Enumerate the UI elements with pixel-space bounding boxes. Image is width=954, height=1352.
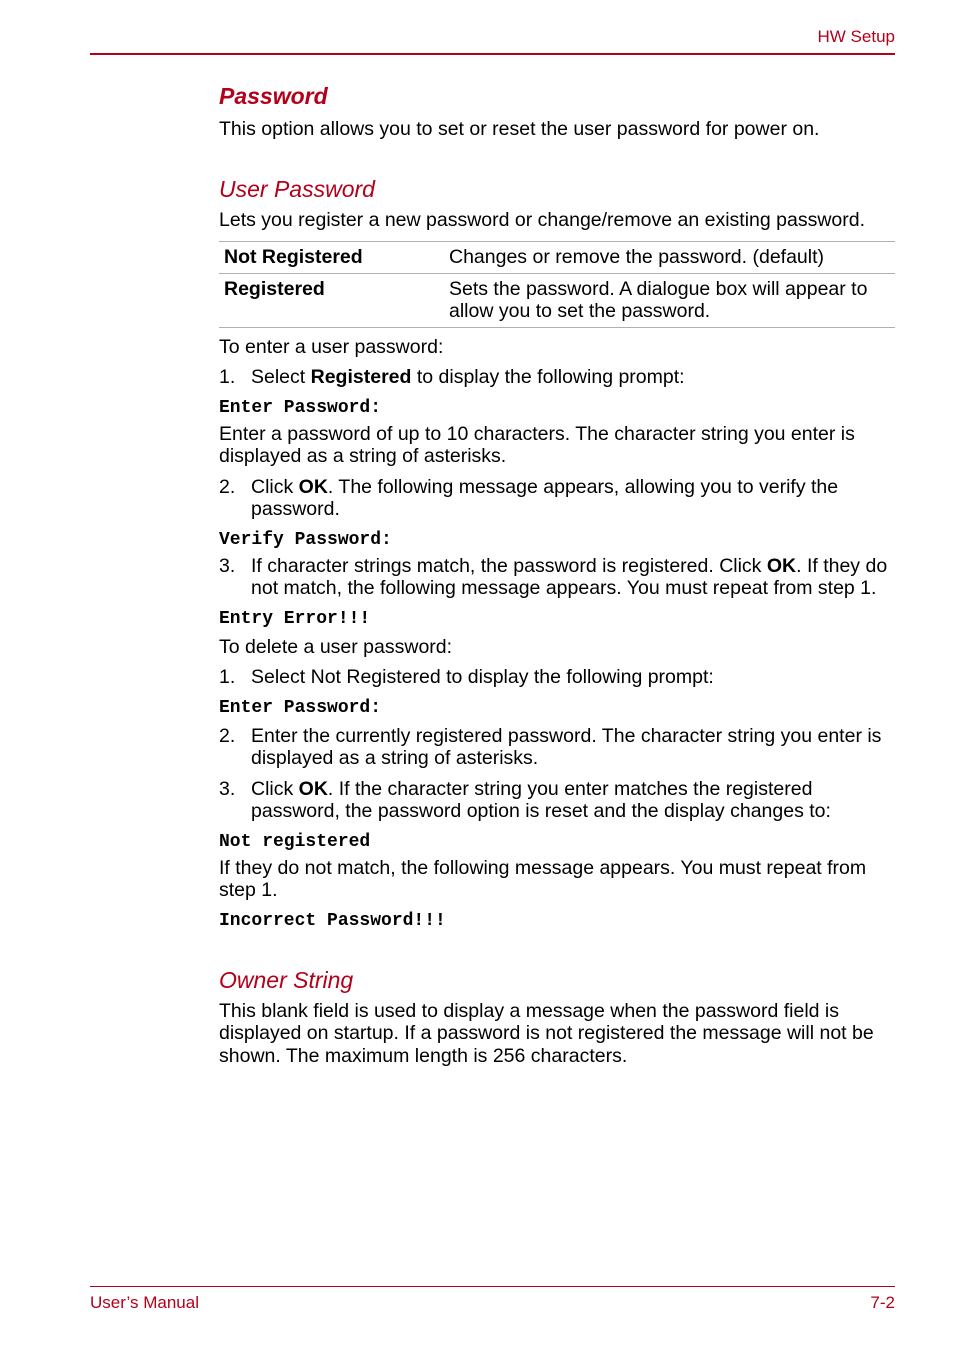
subsection-title-user-password: User Password [219, 175, 375, 202]
page-content [219, 82, 895, 1067]
step-bold: OK [298, 475, 328, 498]
table-row [219, 242, 895, 274]
user-password-intro: Lets you register a new password or change/remove an existing password. [219, 208, 866, 231]
step-bold: Registered [310, 366, 412, 388]
options-table [219, 241, 895, 328]
delete-password-intro: To delete a user password: [219, 635, 453, 658]
running-header: HW Setup [817, 27, 895, 46]
page-number: 7-2 [870, 1293, 895, 1312]
subsection-title-owner-string: Owner String [219, 966, 354, 993]
prompt-code: Incorrect Password!!! [219, 910, 446, 931]
prompt-code: Enter Password: [219, 397, 382, 418]
delete-paragraph: If they do not match, the following message appears. You must repeat from step 1. [219, 856, 867, 901]
prompt-code: Verify Password: [219, 529, 392, 550]
step-text: Click [251, 777, 299, 800]
enter-step-2 [219, 476, 895, 521]
footer-rule [90, 1286, 895, 1287]
step-text: . If the character string you enter matches the registered password, the password option is reset and the display changes to: [251, 777, 831, 822]
owner-string-body: This blank field is used to display a message when the password field is displayed on startup. If a password is not registered the message will not be shown. The maximum length is 256 characters. [219, 999, 874, 1067]
step-number: 3. [219, 777, 236, 800]
delete-step-1 [219, 666, 895, 689]
prompt-code: Not registered [219, 831, 371, 852]
step-number: 2. [219, 724, 236, 747]
step-number: 1. [219, 366, 236, 388]
step-text: to display the following prompt: [411, 366, 685, 388]
option-key: Not Registered [224, 246, 363, 268]
enter-step-3 [219, 555, 895, 600]
step-text: Click [251, 475, 299, 498]
option-key: Registered [224, 277, 325, 300]
step-text: Enter the currently registered password. The character string you enter is displayed as a string of asterisks. [251, 724, 882, 769]
option-value: Sets the password. A dialogue box will appear to allow you to set the password. [449, 277, 868, 322]
enter-password-intro: To enter a user password: [219, 335, 444, 358]
section-title-password: Password [219, 83, 328, 109]
prompt-code: Enter Password: [219, 697, 382, 718]
step-bold: OK [766, 554, 797, 577]
enter-step-1 [219, 366, 895, 389]
step-text: . The following message appears, allowing you to verify the password. [251, 475, 839, 520]
step-number: 2. [219, 475, 236, 498]
option-value: Changes or remove the password. (default) [449, 246, 825, 268]
step-text: Select [251, 366, 311, 388]
enter-paragraph: Enter a password of up to 10 characters. The character string you enter is displayed as a string of asterisks. [219, 422, 855, 467]
header-rule [90, 53, 895, 55]
step-text: . If they do not match, the following message appears. You must repeat from step 1. [251, 554, 888, 599]
step-text: Select Not Registered to display the following prompt: [251, 666, 714, 688]
delete-step-2 [219, 725, 895, 770]
table-row [219, 273, 895, 327]
step-number: 3. [219, 554, 236, 577]
step-text: If character strings match, the password is registered. Click [251, 554, 767, 577]
step-number: 1. [219, 666, 236, 688]
password-intro: This option allows you to set or reset the user password for power on. [219, 118, 820, 140]
prompt-code: Entry Error!!! [219, 608, 371, 629]
delete-step-3 [219, 778, 895, 823]
step-bold: OK [298, 777, 328, 800]
footer-manual-name: User’s Manual [90, 1293, 199, 1312]
